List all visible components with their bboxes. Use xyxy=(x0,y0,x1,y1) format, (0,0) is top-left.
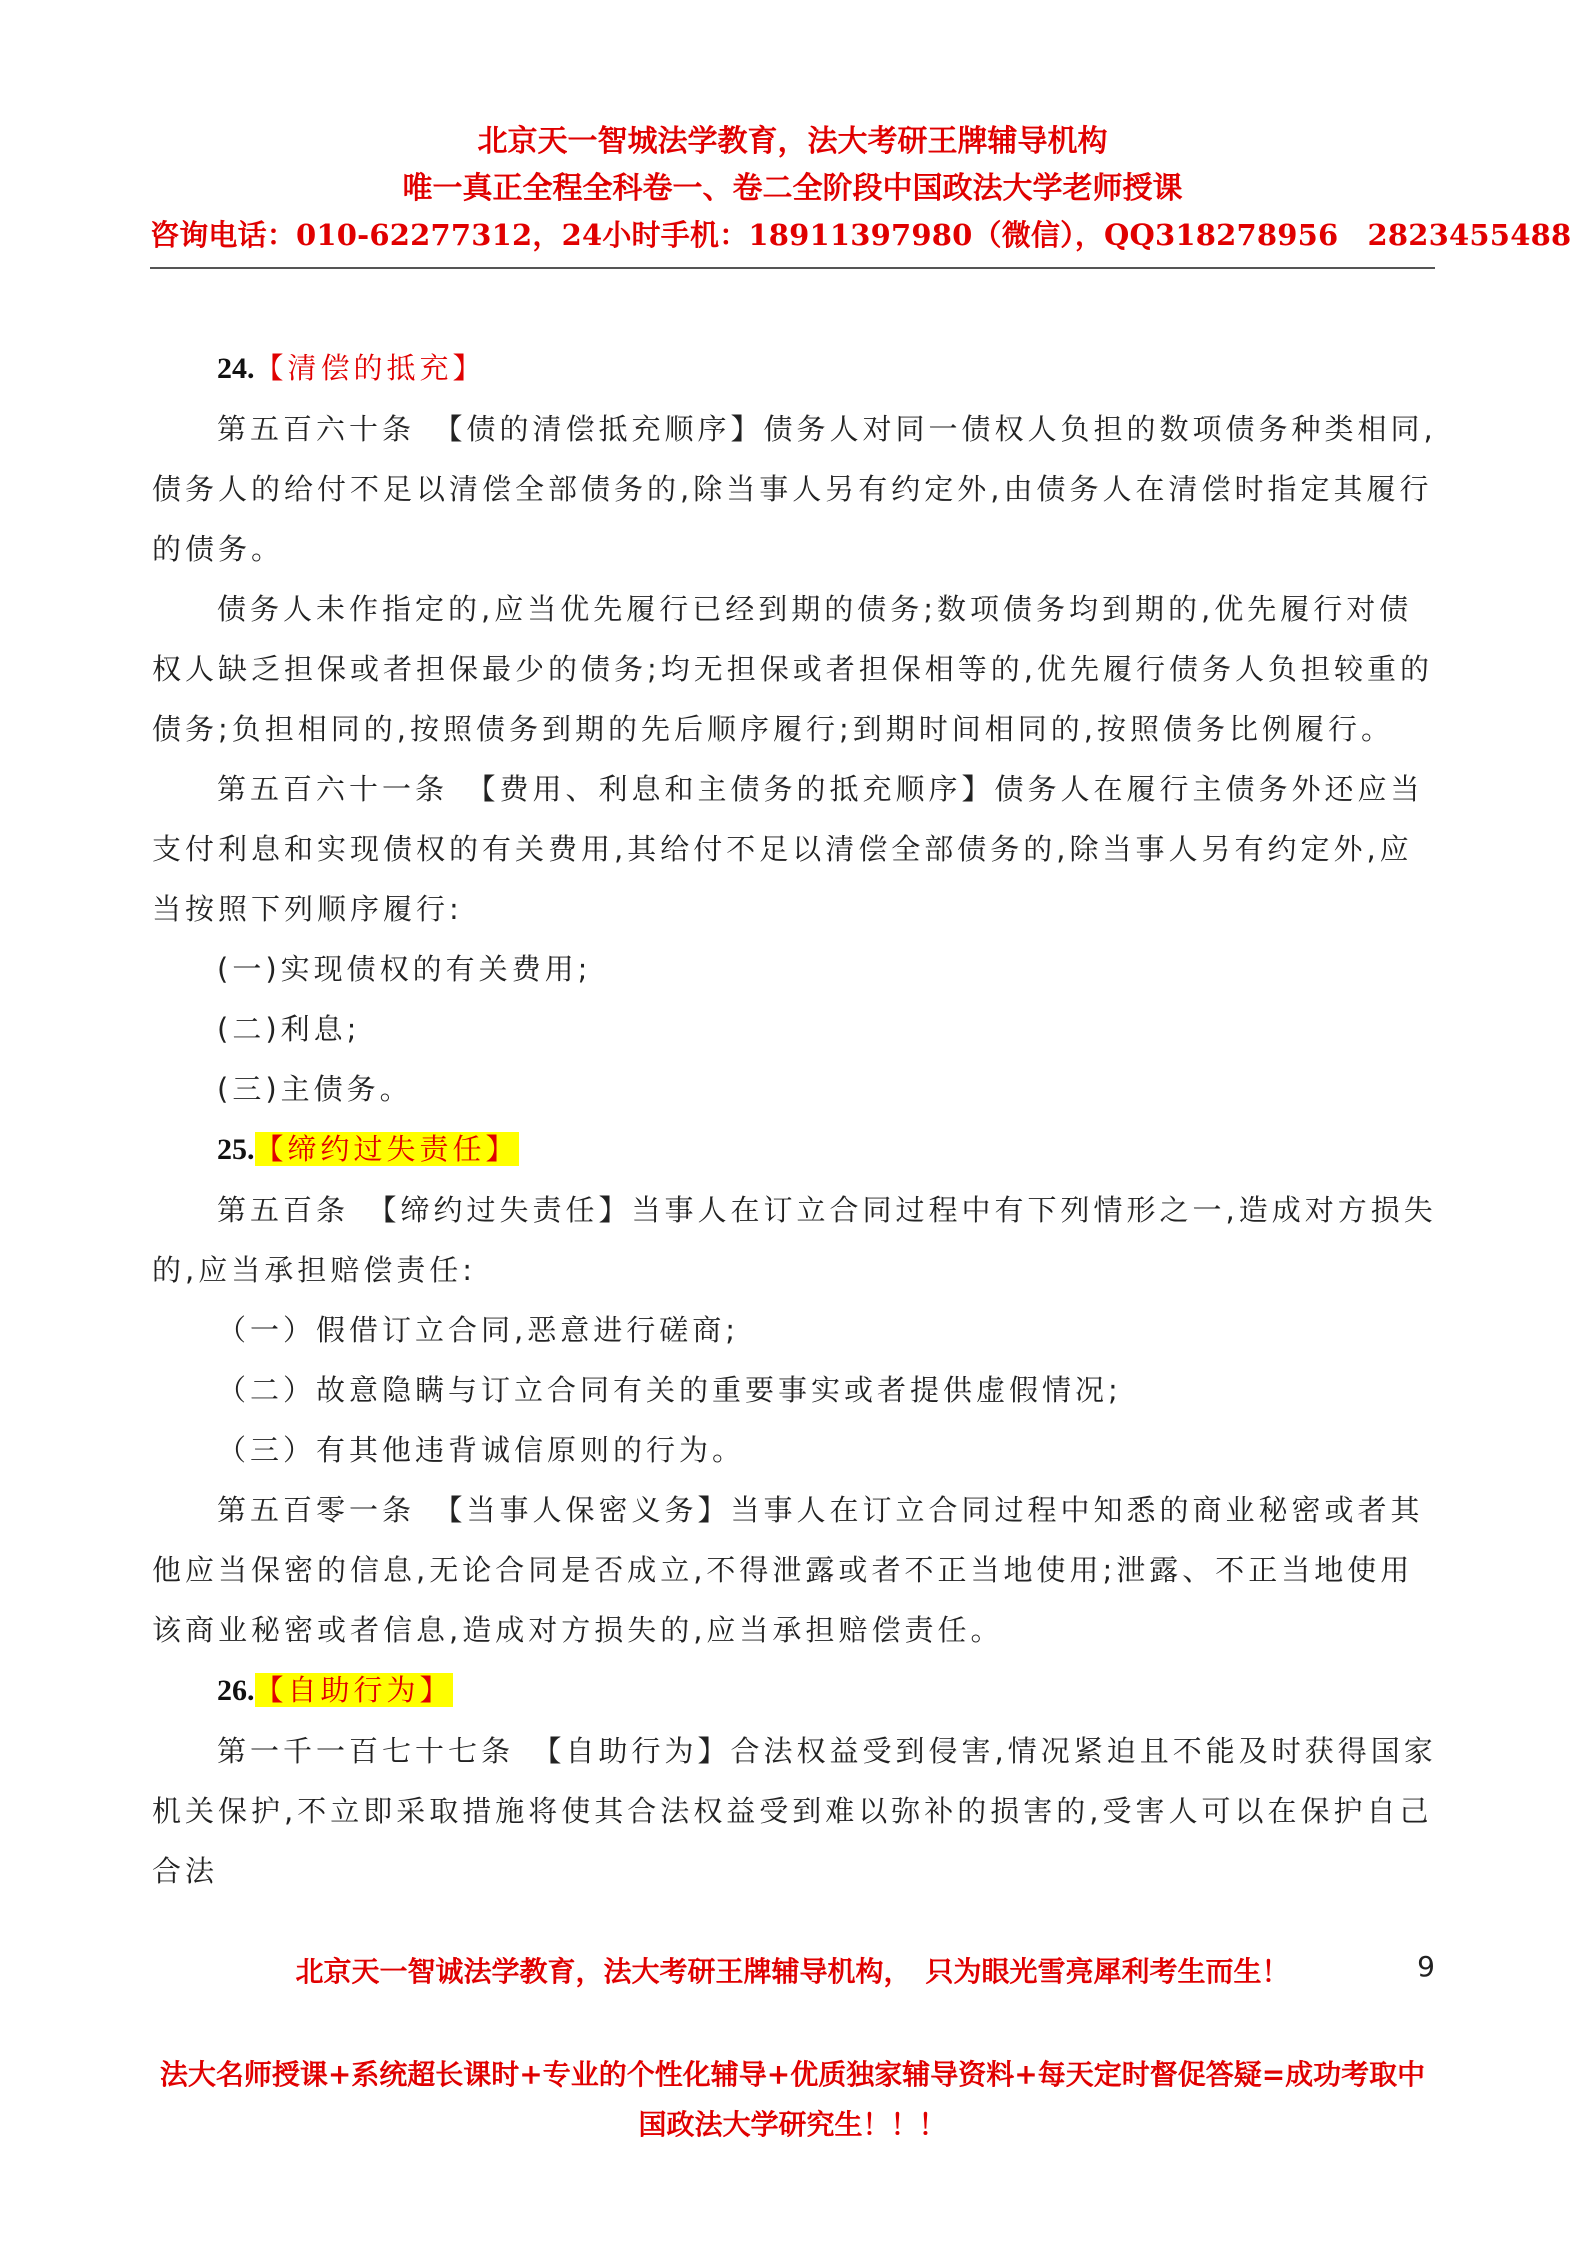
footer-ad-line: 法大名师授课+系统超长课时+专业的个性化辅导+优质独家辅导资料+每天定时督促答疑=成功考取中国政法大学研究生！！！ xyxy=(159,2058,1426,2141)
list-item: （一）假借订立合同,恶意进行磋商; xyxy=(217,1313,739,1347)
paragraph: 第五百六十条 【债的清偿抵充顺序】债务人对同一债权人负担的数项债务种类相同,债务人的给付不足以清偿全部债务的,除当事人另有约定外,由债务人在清偿时指定其履行的债务。 xyxy=(152,412,1437,566)
list-item: （三）有其他违背诚信原则的行为。 xyxy=(217,1433,746,1467)
paragraph: 第一千一百七十七条 【自助行为】合法权益受到侵害,情况紧迫且不能及时获得国家机关保护,不立即采取措施将使其合法权益受到难以弥补的损害的,受害人可以在保护自己合法 xyxy=(152,1734,1437,1888)
page-header xyxy=(150,118,1572,259)
section-number: 24. xyxy=(217,352,255,385)
header-line-2: 唯一真正全程全科卷一、卷二全阶段中国政法大学老师授课 xyxy=(402,171,1183,206)
header-contact-line: 咨询电话：010-62277312，24小时手机：18911397980（微信），QQ318278956 2823455488 xyxy=(150,218,1572,252)
page-number: 9 xyxy=(1417,1950,1435,1983)
header-line-1: 北京天一智城法学教育，法大考研王牌辅导机构 xyxy=(477,124,1108,159)
document-body xyxy=(152,338,1438,1901)
list-item: （二）故意隐瞒与订立合同有关的重要事实或者提供虚假情况; xyxy=(217,1373,1122,1407)
paragraph: 第五百零一条 【当事人保密义务】当事人在订立合同过程中知悉的商业秘密或者其他应当保密的信息,无论合同是否成立,不得泄露或者不正当地使用;泄露、不正当地使用该商业秘密或者信息,造成对方损失的,应当承担赔偿责任。 xyxy=(152,1493,1424,1647)
paragraph: 第五百条 【缔约过失责任】当事人在订立合同过程中有下列情形之一,造成对方损失的,应当承担赔偿责任: xyxy=(152,1193,1437,1287)
footer-slogan xyxy=(150,1950,1435,1990)
paragraph: 第五百六十一条 【费用、利息和主债务的抵充顺序】债务人在履行主债务外还应当支付利息和实现债权的有关费用,其给付不足以清偿全部债务的,除当事人另有约定外,应当按照下列顺序履行: xyxy=(152,772,1424,926)
paragraph: 债务人未作指定的,应当优先履行已经到期的债务;数项债务均到期的,优先履行对债权人缺乏担保或者担保最少的债务;均无担保或者担保相等的,优先履行债务人负担较重的债务;负担相同的,按照债务到期的先后顺序履行;到期时间相同的,按照债务比例履行。 xyxy=(152,592,1433,746)
header-divider xyxy=(150,267,1435,269)
list-item: (三)主债务。 xyxy=(217,1072,413,1106)
section-number: 26. xyxy=(217,1674,255,1707)
section-heading xyxy=(152,338,1438,399)
footer-slogan-text: 北京天一智诚法学教育，法大考研王牌辅导机构， 只为眼光雪亮犀利考生而生！ xyxy=(295,1955,1290,1988)
section-title: 【清偿的抵充】 xyxy=(254,351,486,385)
section-heading xyxy=(152,1119,1438,1180)
section-title-highlighted: 【缔约过失责任】 xyxy=(254,1132,519,1166)
section-number: 25. xyxy=(217,1133,255,1166)
list-item: (一)实现债权的有关费用; xyxy=(217,952,592,986)
section-title-highlighted: 【自助行为】 xyxy=(254,1673,453,1707)
list-item: (二)利息; xyxy=(217,1012,361,1046)
section-heading xyxy=(152,1660,1438,1721)
